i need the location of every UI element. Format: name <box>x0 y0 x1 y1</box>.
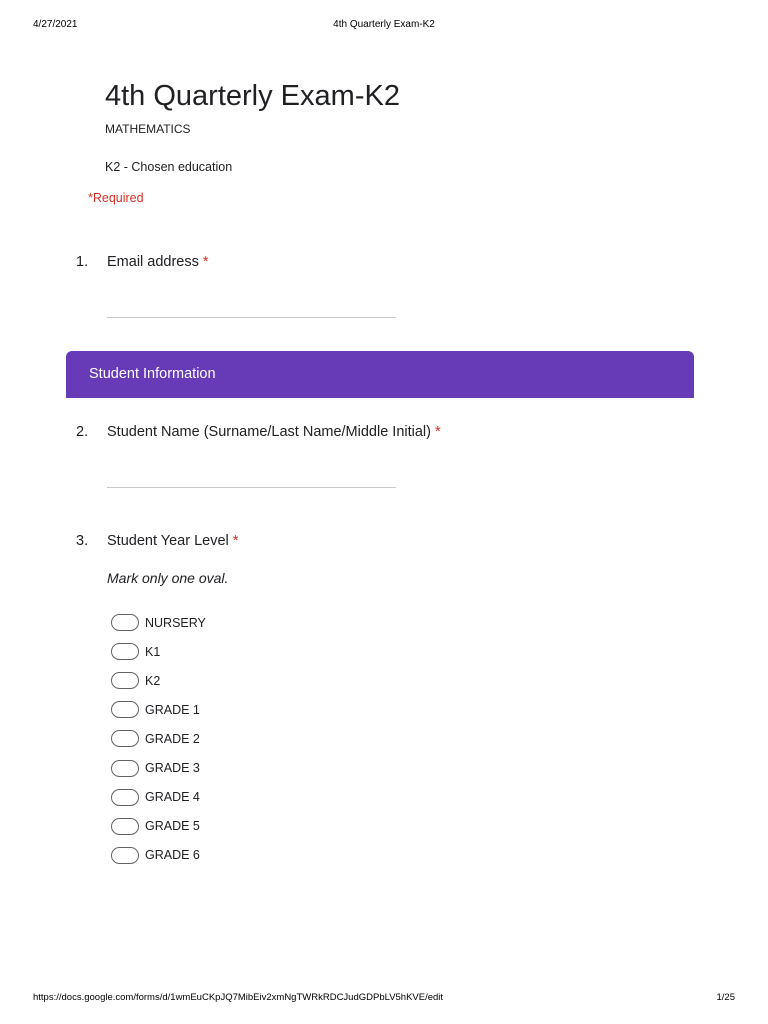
required-star: * <box>232 533 239 549</box>
radio-option-grade-1[interactable] <box>111 695 206 724</box>
radio-oval[interactable] <box>111 730 139 747</box>
option-label: GRADE 3 <box>145 761 200 776</box>
option-label: GRADE 5 <box>145 819 200 834</box>
form-description: K2 - Chosen education <box>105 160 233 174</box>
email-field[interactable] <box>107 317 396 318</box>
section-title: Student Information <box>89 366 216 382</box>
print-url: https://docs.google.com/forms/d/1wmEuCKpJQ7MibEiv2xmNgTWRkRDCJudGDPbLV5hKVE/edit <box>33 992 444 1003</box>
radio-oval[interactable] <box>111 614 139 631</box>
radio-oval[interactable] <box>111 847 139 864</box>
print-header <box>33 19 735 33</box>
option-label: K1 <box>145 644 161 659</box>
radio-option-grade-4[interactable] <box>111 783 206 812</box>
question-email <box>76 254 209 270</box>
year-level-options <box>111 608 206 870</box>
question-year-level <box>76 533 238 549</box>
required-star: * <box>435 424 441 440</box>
radio-option-grade-2[interactable] <box>111 724 206 753</box>
option-label: GRADE 1 <box>145 702 200 717</box>
question-number: 2. <box>76 424 89 440</box>
radio-option-nursery[interactable] <box>111 608 206 637</box>
form-title: 4th Quarterly Exam-K2 <box>105 80 400 112</box>
question-number: 1. <box>76 254 89 270</box>
option-label: NURSERY <box>145 615 206 630</box>
radio-option-grade-3[interactable] <box>111 753 206 782</box>
radio-oval[interactable] <box>111 789 139 806</box>
question-label: Student Year Level <box>107 533 229 549</box>
section-header <box>66 351 694 398</box>
option-label: GRADE 2 <box>145 731 200 746</box>
radio-oval[interactable] <box>111 760 139 777</box>
question-label: Email address <box>107 254 199 270</box>
option-label: GRADE 6 <box>145 848 200 863</box>
question-number: 3. <box>76 533 89 549</box>
radio-option-grade-6[interactable] <box>111 841 206 870</box>
form-subject: MATHEMATICS <box>105 122 191 136</box>
required-note: *Required <box>88 191 144 205</box>
question-label: Student Name (Surname/Last Name/Middle Initial) <box>107 424 431 440</box>
page-number: 1/25 <box>716 992 735 1003</box>
option-label: K2 <box>145 673 161 688</box>
required-star: * <box>202 254 209 270</box>
question-instruction: Mark only one oval. <box>107 570 229 586</box>
print-date: 4/27/2021 <box>33 19 78 30</box>
radio-option-grade-5[interactable] <box>111 812 206 841</box>
option-label: GRADE 4 <box>145 790 200 805</box>
radio-option-k2[interactable] <box>111 666 206 695</box>
radio-oval[interactable] <box>111 818 139 835</box>
radio-option-k1[interactable] <box>111 637 206 666</box>
print-footer <box>33 992 735 1006</box>
print-doc-title: 4th Quarterly Exam-K2 <box>333 19 435 30</box>
radio-oval[interactable] <box>111 701 139 718</box>
student-name-field[interactable] <box>107 487 396 488</box>
question-student-name <box>76 424 441 440</box>
radio-oval[interactable] <box>111 672 139 689</box>
radio-oval[interactable] <box>111 643 139 660</box>
